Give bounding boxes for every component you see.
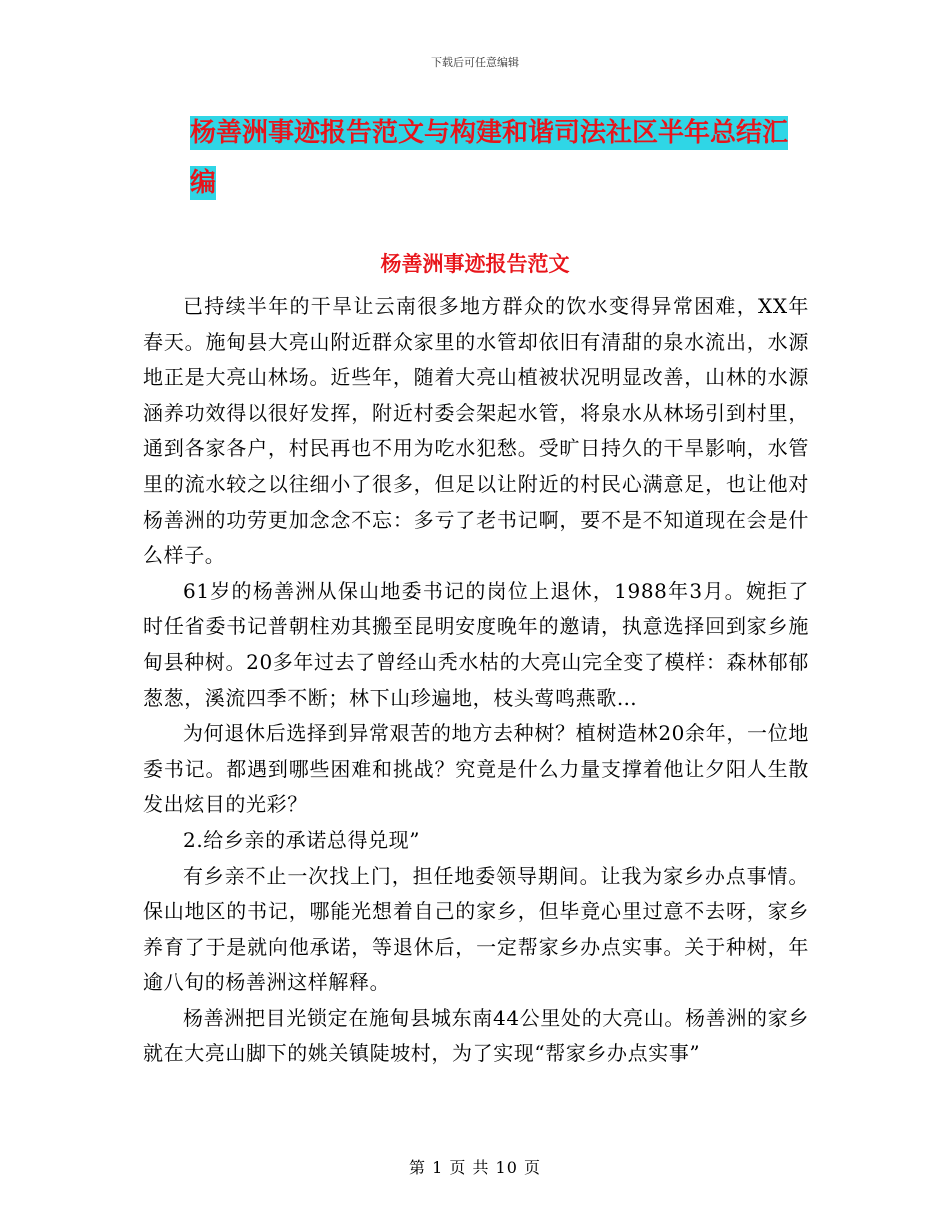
document-title-text: 杨善洲事迹报告范文与构建和谐司法社区半年总结汇编 [190,118,789,198]
page-header-note: 下载后可任意编辑 [431,56,519,69]
document-title [190,108,810,208]
section-title: 杨善洲事迹报告范文 [380,252,570,276]
body-paragraph: 有乡亲不止一次找上门，担任地委领导期间。让我为家乡办点事情。保山地区的书记，哪能光想着自己的家乡，但毕竟心里过意不去呀，家乡养育了于是就向他承诺，等退休后，一定帮家乡办点实事。关于种树，年逾八旬的杨善洲这样解释。 [143,863,809,995]
body-paragraph: 2.给乡亲的承诺总得兑现” [183,827,421,852]
body-paragraph: 61岁的杨善洲从保山地委书记的岗位上退休，1988年3月。婉拒了时任省委书记普朝柱劝其搬至昆明安度晚年的邀请，执意选择回到家乡施甸县种树。20多年过去了曾经山秃水枯的大亮山完全变了模样：森林郁郁葱葱，溪流四季不断；林下山珍遍地，枝头莺鸣燕歌… [143,578,809,710]
document-body [143,289,809,1072]
page-footer: 第 1 页 共 10 页 [409,1158,541,1177]
body-paragraph: 为何退休后选择到异常艰苦的地方去种树？植树造林20余年，一位地委书记。都遇到哪些困难和挑战？究竟是什么力量支撑着他让夕阳人生散发出炫目的光彩？ [143,721,809,817]
body-paragraph: 杨善洲把目光锁定在施甸县城东南44公里处的大亮山。杨善洲的家乡就在大亮山脚下的姚关镇陡坡村，为了实现“帮家乡办点实事” [143,1005,809,1066]
body-paragraph: 已持续半年的干旱让云南很多地方群众的饮水变得异常困难，XX年春天。施甸县大亮山附近群众家里的水管却依旧有清甜的泉水流出，水源地正是大亮山林场。近些年，随着大亮山植被状况明显改善，山林的水源涵养功效得以很好发挥，附近村委会架起水管，将泉水从林场引到村里，通到各家各户，村民再也不用为吃水犯愁。受旷日持久的干旱影响，水管里的流水较之以往细小了很多，但足以让附近的村民心满意足，也让他对杨善洲的功劳更加念念不忘：多亏了老书记啊，要不是不知道现在会是什么样子。 [143,294,809,568]
